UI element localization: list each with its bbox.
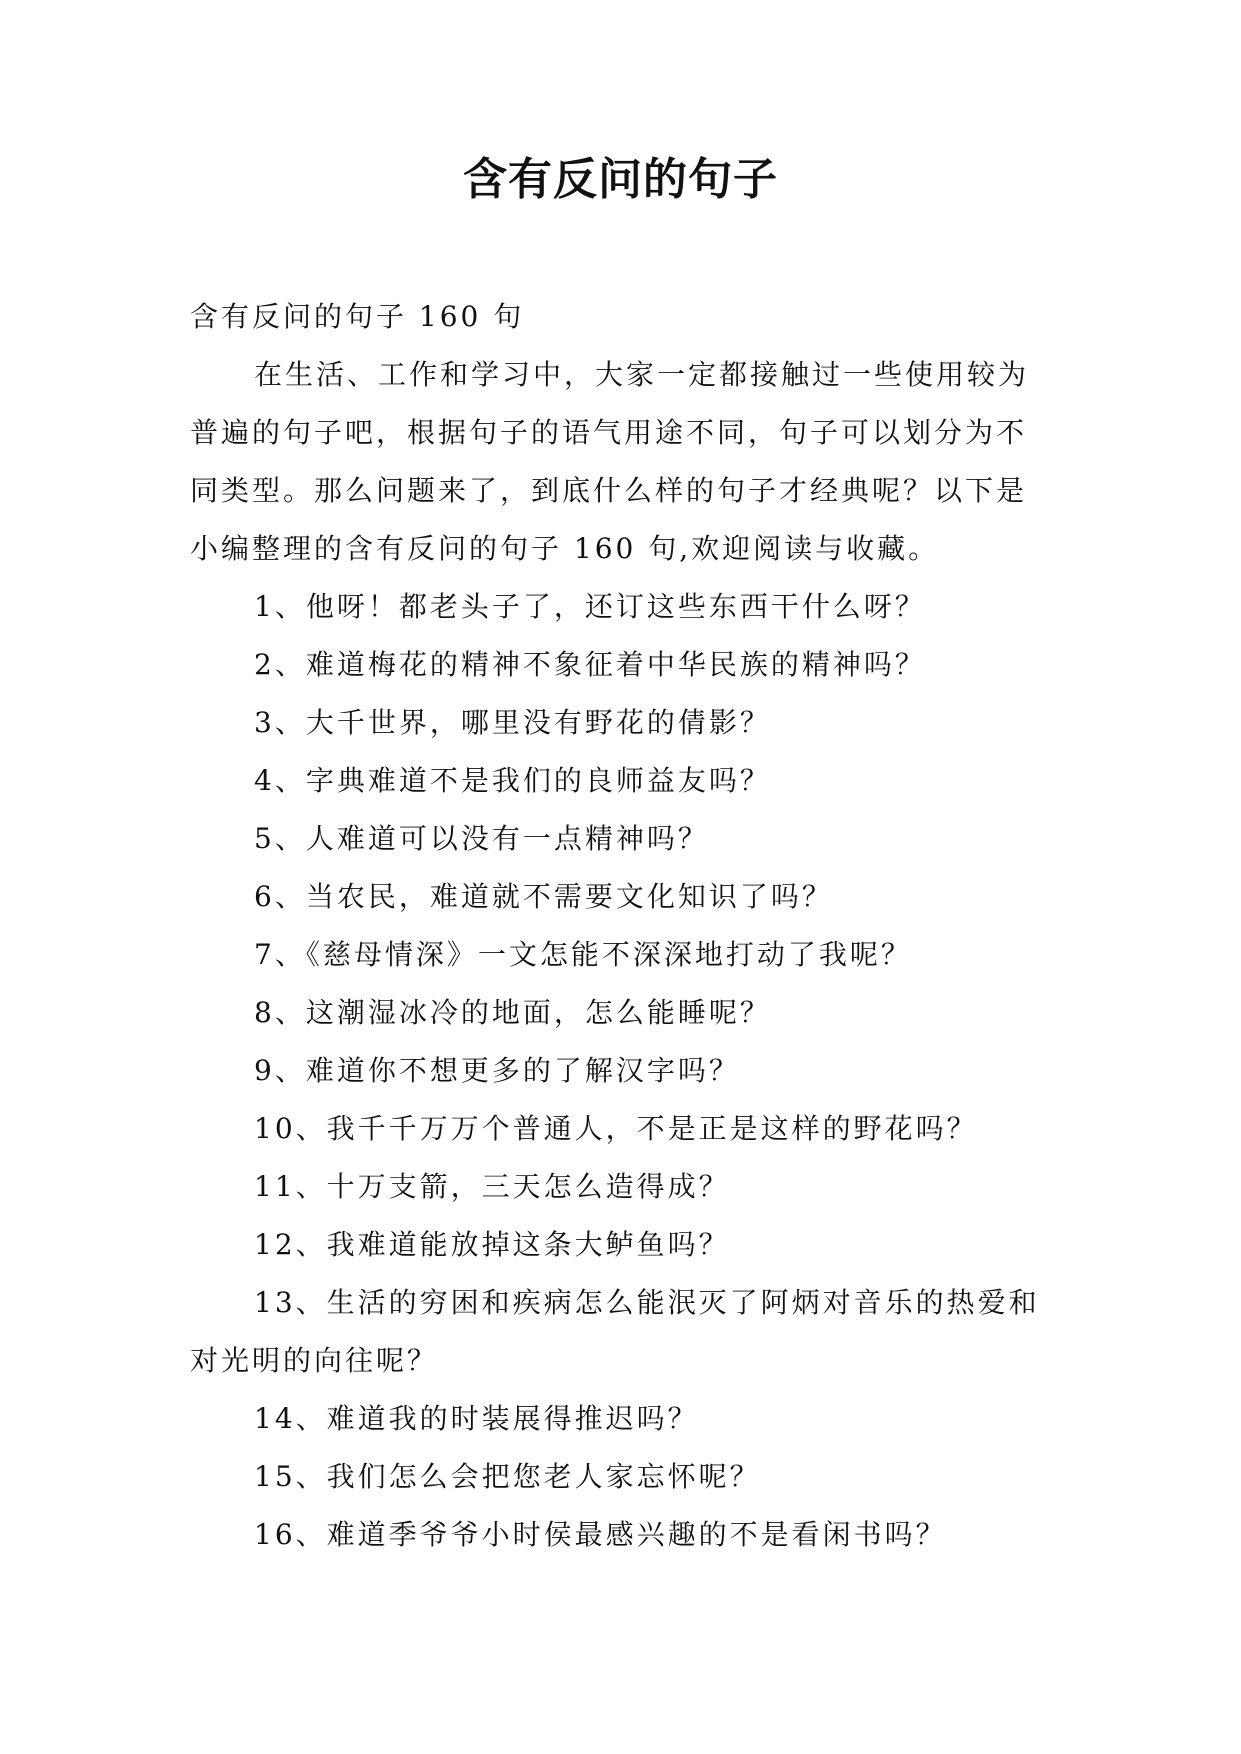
list-item: 1、他呀！都老头子了，还订这些东西干什么呀？ — [254, 590, 926, 623]
document-subtitle: 含有反问的句子 160 句 — [190, 300, 525, 333]
document-body — [190, 288, 1052, 1564]
list-item: 11、十万支箭，三天怎么造得成？ — [254, 1170, 730, 1203]
list-item: 16、难道季爷爷小时侯最感兴趣的不是看闲书吗？ — [254, 1518, 947, 1551]
list-item: 4、字典难道不是我们的良师益友吗？ — [254, 764, 771, 797]
list-item: 13、生活的穷困和疾病怎么能泯灭了阿炳对音乐的热爱和对光明的向往呢？ — [190, 1286, 1040, 1377]
list-item: 12、我难道能放掉这条大鲈鱼吗？ — [254, 1228, 730, 1261]
list-item: 5、人难道可以没有一点精神吗？ — [254, 822, 709, 855]
list-item: 8、这潮湿冰冷的地面，怎么能睡呢？ — [254, 996, 771, 1029]
list-item: 6、当农民，难道就不需要文化知识了吗？ — [254, 880, 833, 913]
list-item: 3、大千世界，哪里没有野花的倩影？ — [254, 706, 771, 739]
list-item: 7、《慈母情深》一文怎能不深深地打动了我呢？ — [254, 938, 912, 971]
intro-paragraph: 在生活、工作和学习中，大家一定都接触过一些使用较为普遍的句子吧，根据句子的语气用途不同，句子可以划分为不同类型。那么问题来了，到底什么样的句子才经典呢？以下是小编整理的含有反问的句子 160 句,欢迎阅读与收藏。 — [190, 358, 1030, 565]
document-title: 含有反问的句子 — [463, 154, 778, 205]
list-item: 2、难道梅花的精神不象征着中华民族的精神吗？ — [254, 648, 926, 681]
list-item: 10、我千千万万个普通人，不是正是这样的野花吗？ — [254, 1112, 978, 1145]
list-item: 15、我们怎么会把您老人家忘怀呢？ — [254, 1460, 761, 1493]
list-item: 9、难道你不想更多的了解汉字吗？ — [254, 1054, 740, 1087]
list-item: 14、难道我的时装展得推迟吗？ — [254, 1402, 699, 1435]
